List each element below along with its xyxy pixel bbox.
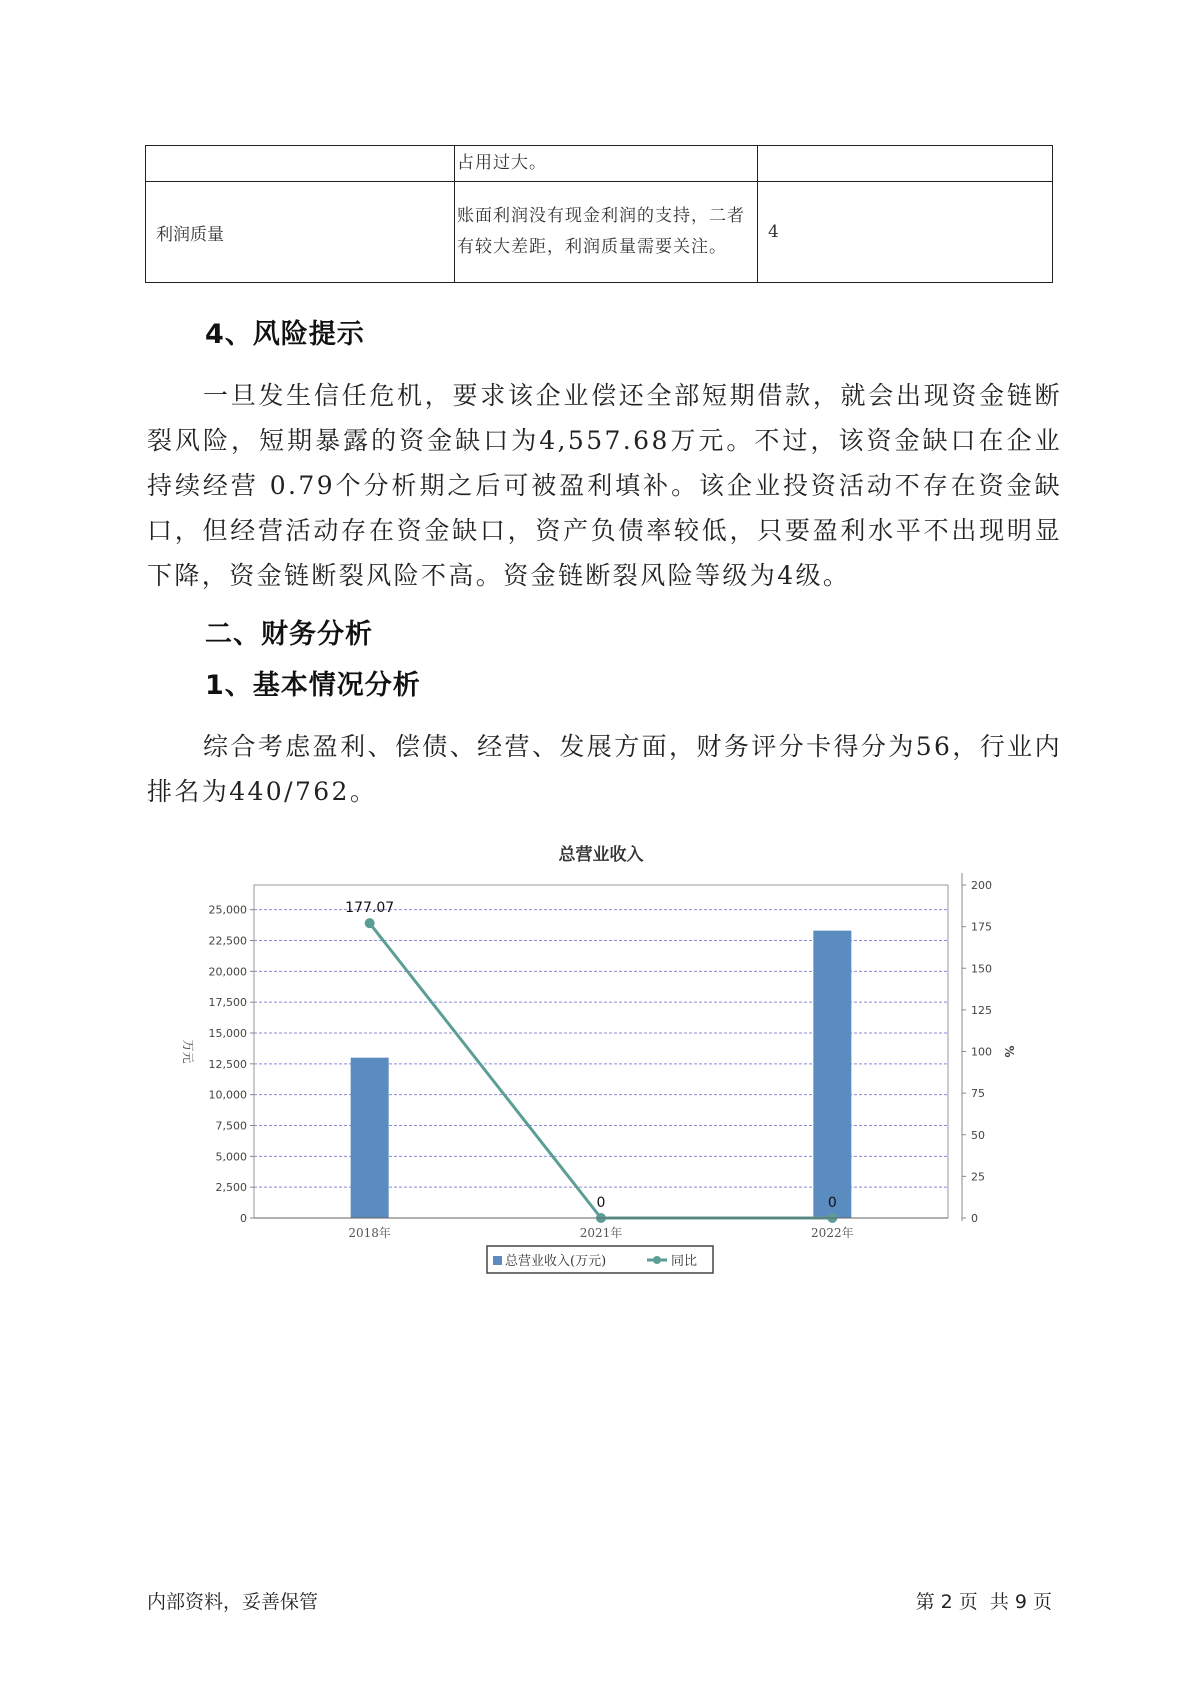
table-row: [146, 146, 1053, 182]
y2-tick-label: 125: [971, 1003, 992, 1017]
y-tick-label: 12,500: [208, 1057, 247, 1071]
table-cell-score: 4: [758, 182, 1053, 283]
y-tick-label: 15,000: [208, 1027, 247, 1040]
y-tick-label: 20,000: [208, 965, 247, 979]
y-tick-label: 5,000: [215, 1150, 247, 1164]
table-cell-desc: 占用过大。: [455, 146, 758, 182]
legend-bar-label: 总营业收入(万元): [505, 1254, 607, 1269]
legend-line-label: 同比: [671, 1254, 698, 1269]
legend-bar-swatch: [493, 1256, 502, 1265]
table-cell-item: 利润质量: [146, 182, 455, 283]
table-cell-desc: 账面利润没有现金利润的支持，二者有较大差距，利润质量需要关注。: [455, 182, 758, 283]
data-label: 177.07: [345, 900, 395, 917]
y-tick-label: 2,500: [215, 1181, 247, 1195]
y-axis-label: 万元: [181, 1039, 195, 1064]
basic-analysis-paragraph: 综合考虑盈利、偿债、经营、发展方面，财务评分卡得分为56，行业内排名为440/762。: [147, 732, 1062, 806]
revenue-chart: [170, 835, 1030, 1295]
yoy-point: [365, 918, 375, 928]
risk-heading: 4、风险提示: [205, 319, 365, 350]
table-cell-score: [758, 146, 1053, 182]
y2-tick-label: 100: [971, 1045, 992, 1059]
risk-paragraph: 一旦发生信任危机，要求该企业偿还全部短期借款，就会出现资金链断裂风险，短期暴露的资金缺口为4,557.68万元。不过，该资金缺口在企业持续经营 0.79个分析期之后可被盈利填补。该企业投资活动不存在资金缺口，但经营活动存在资金缺口，资产负债率较低，只要盈利水平不出现明显下降，资金链断裂风险不高。资金链断裂风险等级为4级。: [147, 381, 1062, 590]
y2-tick-label: 50: [971, 1128, 985, 1142]
data-label: 0: [827, 1195, 837, 1211]
x-tick-label: 2021年: [579, 1226, 623, 1240]
table-row: [146, 182, 1053, 283]
y2-tick-label: 150: [971, 962, 992, 976]
x-tick-label: 2022年: [811, 1226, 854, 1240]
bar: [351, 1058, 389, 1218]
bar: [813, 931, 851, 1218]
finance-heading: 二、财务分析: [205, 619, 373, 650]
footer-confidential: 内部资料，妥善保管: [147, 1591, 319, 1613]
y2-axis-label: %: [1002, 1045, 1016, 1058]
y-tick-label: 22,500: [208, 934, 247, 948]
y2-tick-label: 175: [971, 920, 992, 934]
legend-line-marker: [653, 1256, 661, 1264]
y-tick-label: 10,000: [208, 1088, 247, 1102]
y-tick-label: 7,500: [215, 1119, 247, 1133]
y-tick-label: 0: [240, 1212, 247, 1225]
footer-page-number: 第 2 页 共 9 页: [915, 1591, 1052, 1613]
x-tick-label: 2018年: [348, 1226, 391, 1240]
analysis-table: [145, 145, 1053, 283]
y2-tick-label: 200: [971, 879, 992, 892]
y2-tick-label: 0: [971, 1212, 978, 1225]
data-label: 0: [596, 1195, 606, 1211]
chart-title: 总营业收入: [558, 845, 644, 865]
y2-tick-label: 75: [971, 1087, 985, 1101]
table-cell-item: [146, 146, 455, 182]
basic-analysis-heading: 1、基本情况分析: [205, 670, 421, 701]
y2-tick-label: 25: [971, 1170, 985, 1184]
y-tick-label: 25,000: [208, 903, 247, 917]
y-tick-label: 17,500: [208, 996, 247, 1010]
